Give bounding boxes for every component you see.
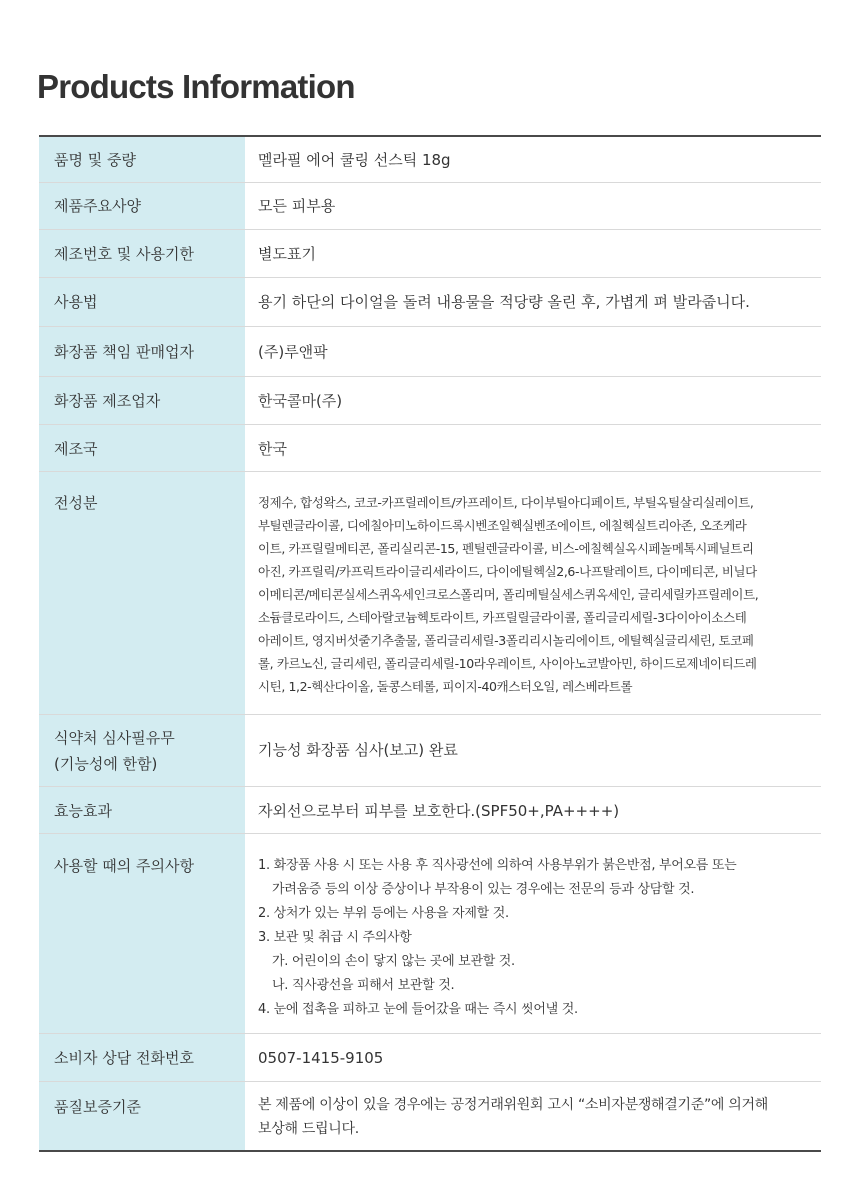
table-row bbox=[39, 786, 821, 833]
table-row bbox=[39, 424, 821, 471]
ingredients-line: 아진, 카프릴릭/카프릭트라이글리세라이드, 다이에틸헥실2,6-나프탈레이트, 다이메티콘, 비닐다 bbox=[258, 563, 757, 579]
row-value: 자외선으로부터 피부를 보호한다.(SPF50+,PA++++) bbox=[245, 786, 821, 833]
row-label: 사용할 때의 주의사항 bbox=[39, 833, 245, 1033]
ingredients-line: 아레이트, 영지버섯줄기추출물, 폴리글리세릴-3폴리리시놀리에이트, 에틸헥실글리세린, 토코페 bbox=[258, 632, 754, 648]
row-label: 품명 및 중량 bbox=[39, 136, 245, 182]
row-label: 제조국 bbox=[39, 424, 245, 471]
table-row bbox=[39, 833, 821, 1033]
row-label: 품질보증기준 bbox=[39, 1081, 245, 1151]
row-value: 기능성 화장품 심사(보고) 완료 bbox=[245, 714, 821, 786]
row-label: 사용법 bbox=[39, 277, 245, 326]
caution-line: 3. 보관 및 취급 시 주의사항 bbox=[258, 929, 412, 945]
row-label: 소비자 상담 전화번호 bbox=[39, 1033, 245, 1081]
row-value: 멜라필 에어 쿨링 선스틱 18g bbox=[258, 151, 451, 169]
table-row bbox=[39, 326, 821, 376]
caution-line: 4. 눈에 접촉을 피하고 눈에 들어갔을 때는 즉시 씻어낼 것. bbox=[258, 1001, 578, 1017]
quality-value bbox=[245, 1081, 821, 1151]
row-value: 용기 하단의 다이얼을 돌려 내용물을 적당량 올린 후, 가볍게 펴 발라줍니다. bbox=[245, 277, 821, 326]
table-row bbox=[39, 277, 821, 326]
row-value: 한국콜마(주) bbox=[245, 376, 821, 424]
row-label: 효능효과 bbox=[39, 786, 245, 833]
row-value: 한국 bbox=[245, 424, 821, 471]
ingredients-value bbox=[245, 471, 821, 714]
ingredients-line: 시틴, 1,2-헥산다이올, 돌콩스테롤, 피이지-40캐스터오일, 레스베라트롤 bbox=[258, 678, 633, 694]
row-label: 제품주요사양 bbox=[39, 182, 245, 229]
caution-value bbox=[245, 833, 821, 1033]
row-label bbox=[39, 714, 245, 786]
page-title: Products Information bbox=[37, 68, 355, 105]
label-line: (기능성에 한함) bbox=[54, 754, 158, 773]
table-row bbox=[39, 376, 821, 424]
table-row bbox=[39, 182, 821, 229]
ingredients-line: 정제수, 합성왁스, 코코-카프릴레이트/카프레이트, 다이부틸아디페이트, 부틸옥틸살리실레이트, bbox=[258, 494, 754, 510]
phone-number: 0507-1415-9105 bbox=[245, 1033, 821, 1081]
row-label: 제조번호 및 사용기한 bbox=[39, 229, 245, 277]
caution-line: 가려움증 등의 이상 증상이나 부작용이 있는 경우에는 전문의 등과 상담할 것. bbox=[272, 881, 695, 897]
quality-line: 보상해 드립니다. bbox=[258, 1120, 359, 1137]
table-row bbox=[39, 1081, 821, 1151]
table-row bbox=[39, 229, 821, 277]
row-label: 화장품 제조업자 bbox=[39, 376, 245, 424]
table-row bbox=[39, 1033, 821, 1081]
row-label: 전성분 bbox=[39, 471, 245, 714]
row-value: 모든 피부용 bbox=[245, 182, 821, 229]
ingredients-line: 소듐클로라이드, 스테아랄코늄헥토라이트, 카프릴릴글라이콜, 폴리글리세릴-3다이아이소스테 bbox=[258, 609, 747, 625]
ingredients-line: 이메티콘/메티콘실세스퀴옥세인크로스폴리머, 폴리메틸실세스퀴옥세인, 글리세릴카프릴레이트, bbox=[258, 586, 759, 602]
label-line: 식약처 심사필유무 bbox=[54, 728, 175, 747]
caution-line: 2. 상처가 있는 부위 등에는 사용을 자제할 것. bbox=[258, 905, 509, 921]
ingredients-line: 이트, 카프릴릴메티콘, 폴리실리콘-15, 펜틸렌글라이콜, 비스-에칠헥실옥시페놀메톡시페닐트리 bbox=[258, 540, 754, 556]
ingredients-line: 롤, 카르노신, 글리세린, 폴리글리세릴-10라우레이트, 사이아노코발아민, 하이드로제네이티드레 bbox=[258, 655, 757, 671]
caution-line: 나. 직사광선을 피해서 보관할 것. bbox=[272, 977, 455, 993]
table-row bbox=[39, 471, 821, 714]
row-label: 화장품 책임 판매업자 bbox=[39, 326, 245, 376]
row-value: (주)루앤팍 bbox=[245, 326, 821, 376]
product-info-table bbox=[39, 135, 821, 1152]
quality-line: 본 제품에 이상이 있을 경우에는 공정거래위원회 고시 “소비자분쟁해결기준”에 의거해 bbox=[258, 1096, 768, 1113]
caution-line: 가. 어린이의 손이 닿지 않는 곳에 보관할 것. bbox=[272, 953, 515, 969]
table-row bbox=[39, 136, 821, 182]
row-value: 별도표기 bbox=[245, 229, 821, 277]
caution-line: 1. 화장품 사용 시 또는 사용 후 직사광선에 의하여 사용부위가 붉은반점, 부어오름 또는 bbox=[258, 857, 737, 873]
table-row bbox=[39, 714, 821, 786]
ingredients-line: 부틸렌글라이콜, 디에칠아미노하이드록시벤조일헥실벤조에이트, 에칠헥실트리아존, 오조케라 bbox=[258, 517, 747, 533]
